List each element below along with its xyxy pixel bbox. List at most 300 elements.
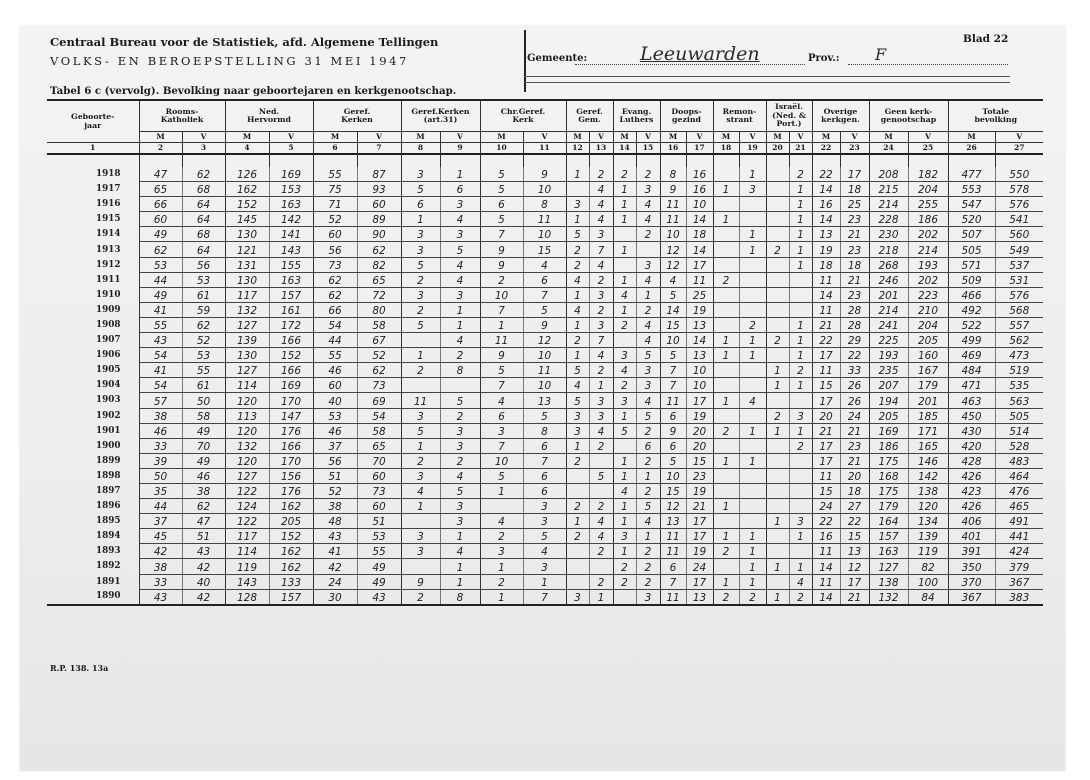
table-cell: 9 <box>480 242 523 257</box>
table-cell <box>713 317 739 332</box>
table-cell: 3 <box>566 408 589 423</box>
table-cell: 138 <box>908 483 948 498</box>
table-cell: 473 <box>995 348 1043 363</box>
table-cell: 161 <box>269 302 313 317</box>
table-cell: 1 <box>613 468 636 483</box>
table-cell: 2 <box>566 529 589 544</box>
table-cell <box>766 197 789 212</box>
row-year: 1891 <box>96 576 121 587</box>
table-cell: 157 <box>269 287 313 302</box>
table-cell: 4 <box>636 393 660 408</box>
table-cell: 11 <box>660 544 686 559</box>
table-cell: 5 <box>589 468 613 483</box>
table-cell: 2 <box>713 423 739 438</box>
table-cell: 1 <box>613 212 636 227</box>
table-cell: 9 <box>660 423 686 438</box>
table-cell: 1 <box>440 574 480 589</box>
table-cell: 205 <box>869 408 908 423</box>
table-cell <box>713 514 739 529</box>
table-cell: 22 <box>812 333 840 348</box>
table-cell: 215 <box>869 182 908 197</box>
table-cell <box>766 348 789 363</box>
table-cell: 4 <box>789 574 812 589</box>
table-cell <box>613 227 636 242</box>
table-cell: 11 <box>812 468 840 483</box>
table-cell: 38 <box>313 499 357 514</box>
table-cell: 1 <box>789 212 812 227</box>
table-cell <box>566 468 589 483</box>
table-cell: 5 <box>440 242 480 257</box>
table-cell <box>766 227 789 242</box>
table-cell: 1 <box>566 514 589 529</box>
table-cell: 9 <box>523 317 566 332</box>
table-cell: 169 <box>269 167 313 182</box>
table-cell: 406 <box>948 514 995 529</box>
table-cell: 1 <box>766 589 789 605</box>
row-year: 1892 <box>96 561 121 572</box>
table-cell: 6 <box>440 182 480 197</box>
table-cell: 1 <box>766 378 789 393</box>
table-cell: 160 <box>908 348 948 363</box>
table-cell: 17 <box>686 574 713 589</box>
table-cell <box>789 453 812 468</box>
table-cell: 64 <box>182 197 225 212</box>
table-cell: 465 <box>995 499 1043 514</box>
table-cell: 3 <box>440 423 480 438</box>
table-cell: 11 <box>660 393 686 408</box>
header-v: V <box>739 132 766 143</box>
table-cell: 549 <box>995 242 1043 257</box>
table-cell: 179 <box>869 499 908 514</box>
table-cell: 483 <box>995 453 1043 468</box>
table-cell: 21 <box>840 453 869 468</box>
table-cell: 21 <box>840 227 869 242</box>
table-cell <box>766 272 789 287</box>
table-cell: 423 <box>948 483 995 498</box>
table-cell: 62 <box>313 287 357 302</box>
table-cell: 1 <box>739 453 766 468</box>
column-number: 13 <box>589 143 613 155</box>
table-cell: 1 <box>636 287 660 302</box>
table-cell: 132 <box>225 302 269 317</box>
table-cell: 42 <box>182 589 225 605</box>
table-cell: 194 <box>869 393 908 408</box>
table-cell <box>766 302 789 317</box>
gemeente-value: Leeuwarden <box>640 43 760 65</box>
row-year: 1914 <box>96 229 121 240</box>
table-cell: 175 <box>869 483 908 498</box>
table-cell: 202 <box>908 227 948 242</box>
table-cell: 2 <box>636 227 660 242</box>
table-cell: 2 <box>766 333 789 348</box>
table-cell: 49 <box>182 453 225 468</box>
header-birth-year: Geboorte- jaar <box>47 100 139 143</box>
table-cell: 124 <box>225 499 269 514</box>
column-number: 1 <box>47 143 139 155</box>
table-cell: 162 <box>269 559 313 574</box>
table-cell: 2 <box>766 242 789 257</box>
table-cell: 46 <box>313 363 357 378</box>
table-cell: 59 <box>182 302 225 317</box>
table-cell: 5 <box>440 483 480 498</box>
table-cell: 14 <box>660 302 686 317</box>
table-cell: 128 <box>225 589 269 605</box>
table-cell: 1 <box>480 317 523 332</box>
table-cell: 4 <box>589 197 613 212</box>
table-cell: 10 <box>480 287 523 302</box>
table-row <box>47 408 1043 423</box>
table-cell <box>713 302 739 317</box>
table-cell: 60 <box>313 378 357 393</box>
table-cell: 62 <box>182 317 225 332</box>
table-cell: 60 <box>357 499 401 514</box>
table-cell: 1 <box>401 438 440 453</box>
table-cell <box>789 302 812 317</box>
table-cell: 4 <box>401 483 440 498</box>
table-cell: 1 <box>566 317 589 332</box>
table-cell: 100 <box>908 574 948 589</box>
table-cell <box>636 242 660 257</box>
header-group: Ned. Hervormd <box>225 100 313 132</box>
table-cell: 176 <box>269 483 313 498</box>
table-cell: 120 <box>225 453 269 468</box>
table-cell: 162 <box>269 499 313 514</box>
table-cell: 80 <box>357 302 401 317</box>
table-cell: 19 <box>686 408 713 423</box>
table-cell: 13 <box>686 589 713 605</box>
table-cell <box>739 468 766 483</box>
table-cell: 114 <box>225 378 269 393</box>
table-cell: 2 <box>739 589 766 605</box>
table-cell <box>739 499 766 514</box>
table-cell <box>613 333 636 348</box>
table-cell: 64 <box>182 242 225 257</box>
table-cell: 127 <box>869 559 908 574</box>
header-m: M <box>225 132 269 143</box>
table-cell <box>739 378 766 393</box>
table-cell: 1 <box>480 589 523 605</box>
column-number: 23 <box>840 143 869 155</box>
table-cell: 19 <box>686 302 713 317</box>
table-cell: 55 <box>357 544 401 559</box>
table-cell: 42 <box>313 559 357 574</box>
table-cell: 62 <box>182 167 225 182</box>
table-cell: 56 <box>182 257 225 272</box>
table-cell: 4 <box>440 212 480 227</box>
table-cell: 23 <box>840 212 869 227</box>
table-cell: 1 <box>401 212 440 227</box>
table-cell: 5 <box>660 287 686 302</box>
table-cell: 268 <box>869 257 908 272</box>
table-cell: 17 <box>686 514 713 529</box>
table-cell: 1 <box>766 559 789 574</box>
table-cell: 133 <box>269 574 313 589</box>
table-cell: 214 <box>869 197 908 212</box>
table-cell: 2 <box>789 363 812 378</box>
table-cell: 126 <box>225 167 269 182</box>
table-cell: 424 <box>995 544 1043 559</box>
table-cell: 535 <box>995 378 1043 393</box>
row-year: 1902 <box>96 410 121 421</box>
table-cell: 16 <box>812 529 840 544</box>
table-cell: 3 <box>636 182 660 197</box>
row-year: 1917 <box>96 184 121 195</box>
header-m: M <box>613 132 636 143</box>
table-cell: 10 <box>480 453 523 468</box>
table-cell: 3 <box>566 589 589 605</box>
table-cell: 73 <box>357 483 401 498</box>
table-cell: 21 <box>686 499 713 514</box>
table-cell <box>401 514 440 529</box>
table-cell: 60 <box>357 468 401 483</box>
table-cell: 4 <box>523 257 566 272</box>
header-group: Rooms- Katholiek <box>139 100 225 132</box>
table-cell: 3 <box>440 499 480 514</box>
table-cell: 3 <box>480 544 523 559</box>
table-cell: 3 <box>480 423 523 438</box>
table-cell <box>713 197 739 212</box>
table-cell: 28 <box>840 317 869 332</box>
table-cell: 3 <box>613 529 636 544</box>
table-cell: 1 <box>739 423 766 438</box>
header-group: Geref. Gem. <box>566 100 613 132</box>
table-cell <box>739 257 766 272</box>
table-cell: 2 <box>636 302 660 317</box>
table-cell: 17 <box>840 574 869 589</box>
table-cell: 11 <box>660 197 686 212</box>
table-cell: 27 <box>840 499 869 514</box>
table-cell: 576 <box>995 197 1043 212</box>
table-cell: 55 <box>139 317 182 332</box>
table-cell: 3 <box>636 257 660 272</box>
table-cell <box>739 514 766 529</box>
table-cell: 235 <box>869 363 908 378</box>
table-cell: 61 <box>182 378 225 393</box>
table-cell: 163 <box>269 197 313 212</box>
table-cell: 44 <box>313 333 357 348</box>
table-row <box>47 363 1043 378</box>
table-cell: 15 <box>660 483 686 498</box>
table-cell: 5 <box>401 423 440 438</box>
table-cell: 4 <box>566 272 589 287</box>
table-cell: 14 <box>686 242 713 257</box>
table-cell: 155 <box>269 257 313 272</box>
table-cell: 53 <box>182 348 225 363</box>
table-cell: 90 <box>357 227 401 242</box>
table-cell: 1 <box>440 302 480 317</box>
table-cell: 6 <box>523 483 566 498</box>
table-cell: 127 <box>225 317 269 332</box>
table-cell: 1 <box>713 453 739 468</box>
table-cell <box>589 483 613 498</box>
column-number: 26 <box>948 143 995 155</box>
table-cell: 19 <box>686 483 713 498</box>
table-cell: 1 <box>566 167 589 182</box>
table-row <box>47 483 1043 498</box>
table-cell: 2 <box>636 423 660 438</box>
table-cell: 18 <box>840 257 869 272</box>
table-cell: 499 <box>948 333 995 348</box>
table-cell: 130 <box>225 227 269 242</box>
table-cell: 3 <box>401 468 440 483</box>
table-cell: 152 <box>269 348 313 363</box>
table-cell: 1 <box>613 453 636 468</box>
column-number: 9 <box>440 143 480 155</box>
header-group: Overige kerkgen. <box>812 100 869 132</box>
table-cell: 17 <box>686 257 713 272</box>
table-cell: 16 <box>812 197 840 212</box>
table-cell: 50 <box>182 393 225 408</box>
table-cell: 4 <box>589 257 613 272</box>
table-cell: 11 <box>812 574 840 589</box>
table-cell: 72 <box>357 287 401 302</box>
table-row <box>47 212 1043 227</box>
table-cell: 15 <box>840 529 869 544</box>
header-m: M <box>313 132 357 143</box>
table-cell: 13 <box>840 544 869 559</box>
header-group: Chr.Geref. Kerk <box>480 100 566 132</box>
table-cell <box>789 544 812 559</box>
table-cell: 51 <box>357 514 401 529</box>
table-cell: 3 <box>440 438 480 453</box>
table-cell <box>739 302 766 317</box>
table-cell: 4 <box>636 197 660 212</box>
table-cell <box>789 499 812 514</box>
table-cell: 5 <box>401 317 440 332</box>
table-cell: 61 <box>182 287 225 302</box>
table-cell: 134 <box>908 514 948 529</box>
table-cell: 143 <box>269 242 313 257</box>
table-cell: 8 <box>440 589 480 605</box>
table-cell <box>440 378 480 393</box>
column-number: 15 <box>636 143 660 155</box>
prov-value: F <box>875 45 887 64</box>
page-number: Blad 22 <box>963 33 1009 45</box>
table-cell: 4 <box>660 272 686 287</box>
header-m: M <box>566 132 589 143</box>
table-cell: 182 <box>908 167 948 182</box>
table-cell: 139 <box>908 529 948 544</box>
table-cell: 4 <box>589 182 613 197</box>
table-cell: 2 <box>401 272 440 287</box>
table-cell: 15 <box>523 242 566 257</box>
table-cell: 1 <box>713 182 739 197</box>
table-cell: 44 <box>139 499 182 514</box>
table-cell: 82 <box>908 559 948 574</box>
table-cell: 67 <box>357 333 401 348</box>
table-cell: 2 <box>566 499 589 514</box>
table-cell: 58 <box>357 317 401 332</box>
table-cell: 10 <box>660 227 686 242</box>
table-cell: 3 <box>589 287 613 302</box>
table-row <box>47 317 1043 332</box>
table-cell: 176 <box>269 423 313 438</box>
table-cell <box>739 272 766 287</box>
table-cell: 3 <box>566 423 589 438</box>
header-v: V <box>523 132 566 143</box>
table-cell: 17 <box>686 393 713 408</box>
table-cell: 168 <box>869 468 908 483</box>
row-year: 1909 <box>96 304 121 315</box>
table-cell: 2 <box>613 378 636 393</box>
table-cell: 15 <box>812 378 840 393</box>
table-cell: 26 <box>840 393 869 408</box>
table-cell: 6 <box>660 438 686 453</box>
table-cell: 49 <box>139 227 182 242</box>
table-cell: 4 <box>613 483 636 498</box>
table-cell: 146 <box>908 453 948 468</box>
table-cell: 466 <box>948 287 995 302</box>
table-cell: 5 <box>566 363 589 378</box>
column-number: 21 <box>789 143 812 155</box>
table-cell: 4 <box>440 272 480 287</box>
table-cell: 4 <box>636 317 660 332</box>
table-cell: 370 <box>948 574 995 589</box>
table-cell: 2 <box>589 499 613 514</box>
table-cell: 5 <box>660 453 686 468</box>
table-row <box>47 393 1043 408</box>
table-cell: 19 <box>812 242 840 257</box>
table-cell: 169 <box>269 378 313 393</box>
table-cell: 1 <box>739 544 766 559</box>
header-v: V <box>840 132 869 143</box>
table-cell: 1 <box>739 574 766 589</box>
table-cell: 553 <box>948 182 995 197</box>
table-cell: 3 <box>636 363 660 378</box>
column-number: 19 <box>739 143 766 155</box>
row-year: 1906 <box>96 350 121 361</box>
table-cell: 509 <box>948 272 995 287</box>
table-cell: 2 <box>589 438 613 453</box>
table-cell: 170 <box>269 393 313 408</box>
table-row <box>47 227 1043 242</box>
table-cell: 4 <box>589 514 613 529</box>
table-cell: 4 <box>480 393 523 408</box>
column-number: 10 <box>480 143 523 155</box>
row-year: 1915 <box>96 214 121 225</box>
table-cell: 11 <box>660 529 686 544</box>
table-cell: 4 <box>739 393 766 408</box>
prov-label: Prov.: <box>808 53 840 64</box>
table-cell: 117 <box>225 529 269 544</box>
table-cell: 53 <box>139 257 182 272</box>
table-cell: 367 <box>995 574 1043 589</box>
table-cell: 7 <box>660 378 686 393</box>
row-year: 1899 <box>96 455 121 466</box>
table-row <box>47 333 1043 348</box>
table-cell: 5 <box>636 348 660 363</box>
table-cell <box>789 468 812 483</box>
table-cell: 6 <box>523 468 566 483</box>
table-cell: 113 <box>225 408 269 423</box>
table-cell: 10 <box>523 182 566 197</box>
table-cell: 2 <box>613 559 636 574</box>
table-cell <box>766 438 789 453</box>
table-cell: 45 <box>139 529 182 544</box>
table-cell: 162 <box>225 182 269 197</box>
table-cell: 1 <box>440 559 480 574</box>
table-cell: 39 <box>139 453 182 468</box>
row-year: 1916 <box>96 199 121 210</box>
table-cell <box>766 453 789 468</box>
table-cell: 2 <box>440 453 480 468</box>
table-cell: 46 <box>313 423 357 438</box>
table-cell: 5 <box>480 167 523 182</box>
header-v: V <box>357 132 401 143</box>
form-code: R.P. 138. 13a <box>50 663 109 673</box>
table-cell: 428 <box>948 453 995 468</box>
table-row <box>47 529 1043 544</box>
